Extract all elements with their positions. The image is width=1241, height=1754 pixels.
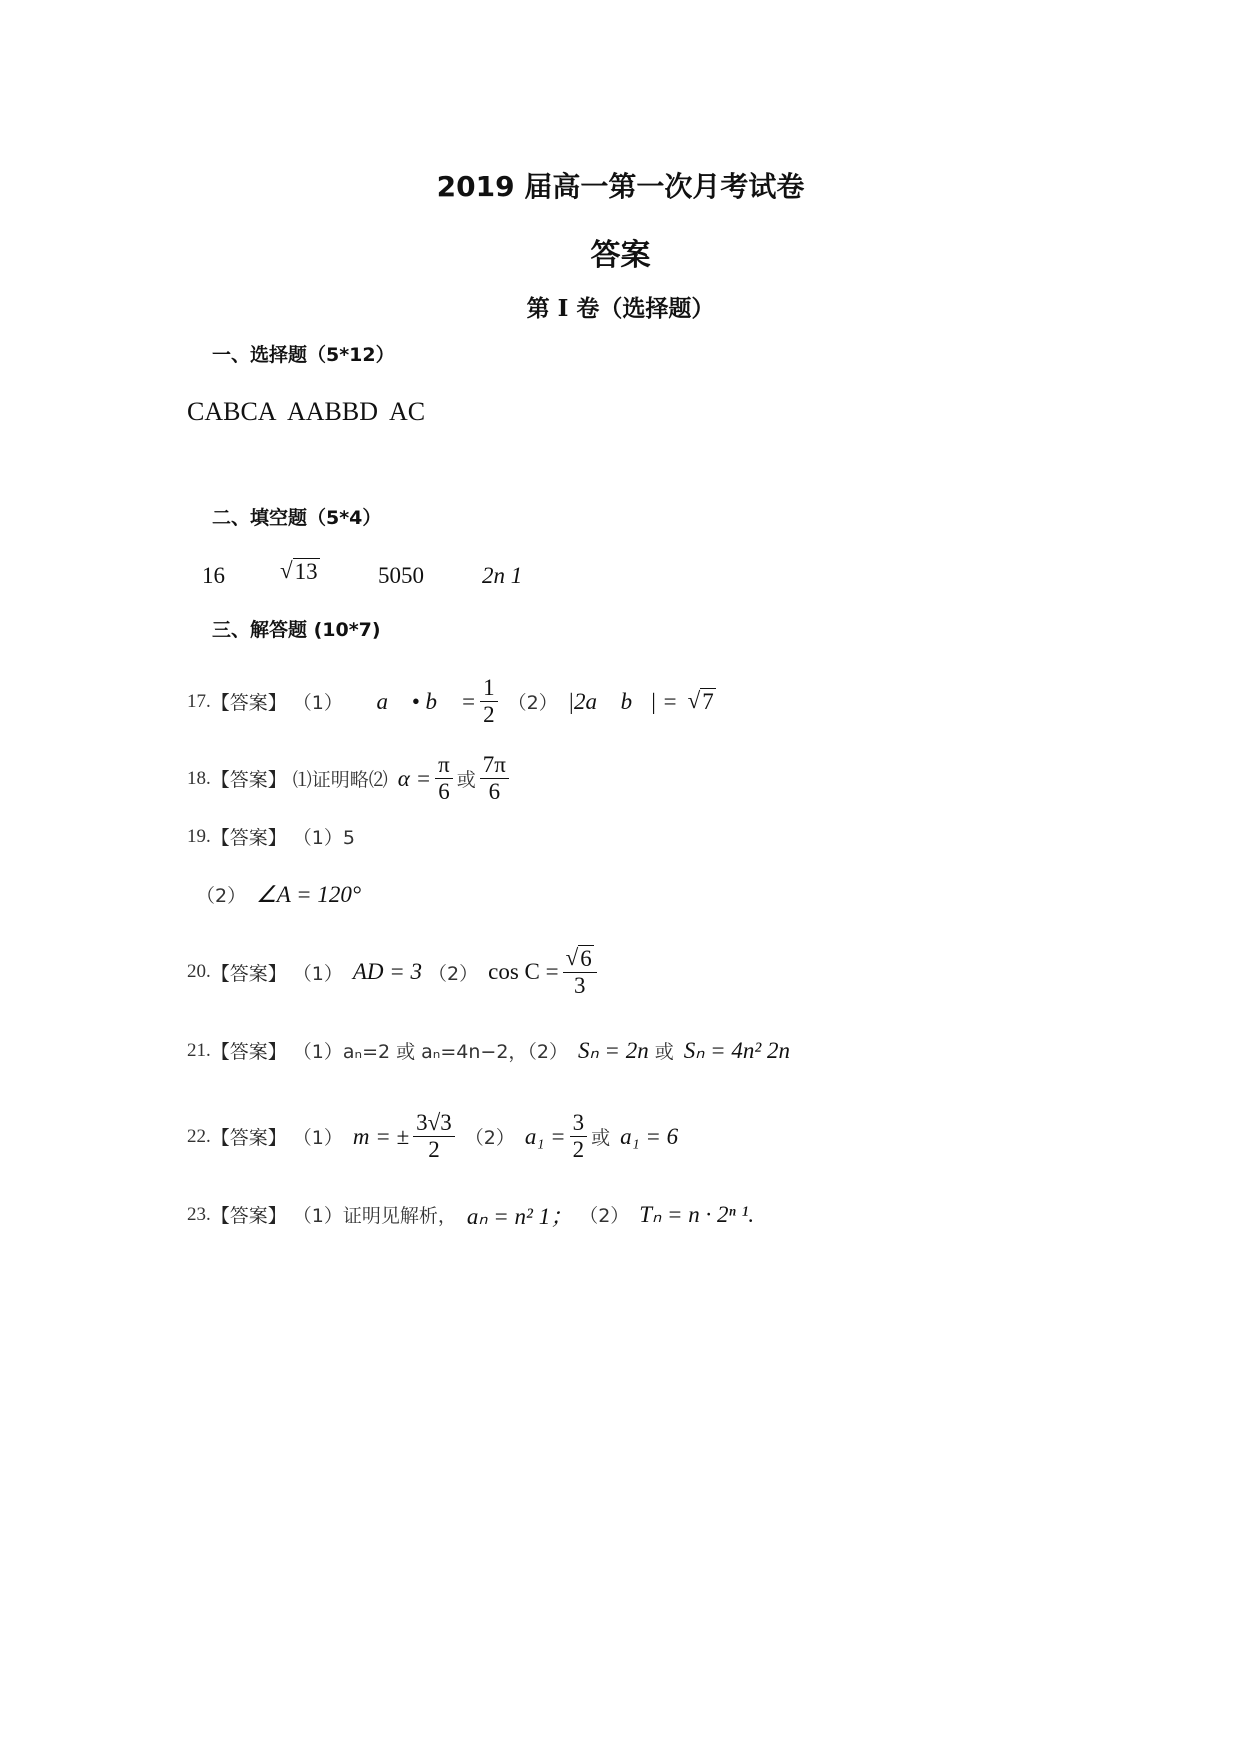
sqrt-sign: √ [280, 558, 293, 583]
choice-answer-group-1: CABCA [187, 397, 277, 426]
solution-item-17: 17. 【答案】 （1） ∴ a⃗ • b⃗ = $\frac{1}{2}$ （2） |2a⃗ b⃗| = √ 7 [187, 675, 714, 728]
fill-answer-4: 2n 1 [482, 563, 523, 588]
solution-item-20: 20. 【答案】 （1） AD = 3 （2） cos C = √ 6 3 [187, 945, 601, 1000]
fraction: $\frac{7\pi}{6}$ [480, 752, 509, 806]
fill-answer-1: 16 [202, 563, 225, 588]
choice-answer-group-2: AABBD [287, 397, 379, 426]
fraction: $\frac{\pi}{6}$ [435, 752, 453, 806]
fraction: $\frac{3}{2}$ [570, 1110, 588, 1164]
solution-item-22: 22. 【答案】 （1） m = ± $\frac{3√3}{2}$ （2） a₁ = $\frac{3}{2}$ 或 a₁ = 6 [187, 1110, 679, 1163]
fraction: $\frac{1}{2}$ [480, 675, 498, 729]
solution-item-19-part2: （2） ∠A = 120° [196, 881, 362, 907]
fraction: √ 6 3 [563, 945, 597, 1000]
document-title: 2019 届高一第一次月考试卷 [436, 170, 805, 203]
sqrt: √ 7 [687, 688, 714, 715]
solution-item-18: 18. 【答案】 ⑴证明略⑵ α = $\frac{\pi}{6}$ 或 $\frac{7\pi}{6}$ [187, 752, 513, 806]
section-heading-fill: 二、填空题（5*4） [212, 507, 382, 529]
section-heading-choice: 一、选择题（5*12） [212, 344, 395, 366]
solution-item-21: 21. 【答案】 （1）aₙ=2 或 aₙ=4n−2，（2） Sₙ = 2n 或 Sₙ = 4n² 2n [187, 1037, 791, 1063]
fraction: $\frac{3√3}{2}$ [413, 1110, 455, 1164]
solution-item-19: 19. 【答案】 （1）5 [187, 825, 355, 849]
solution-item-23: 23. 【答案】 （1）证明见解析， aₙ = n² 1； （2） Tₙ = n · 2ⁿ ¹. [187, 1201, 755, 1229]
document-subtitle: 答案 [590, 238, 651, 273]
fill-answer-3: 5050 [378, 563, 424, 588]
fill-answer-2: √ 13 [280, 558, 318, 584]
section-heading-solution: 三、解答题 (10*7) [212, 619, 381, 641]
volume-heading: 第 I 卷（选择题） [526, 295, 715, 322]
choice-answer-group-3: AC [389, 397, 426, 426]
